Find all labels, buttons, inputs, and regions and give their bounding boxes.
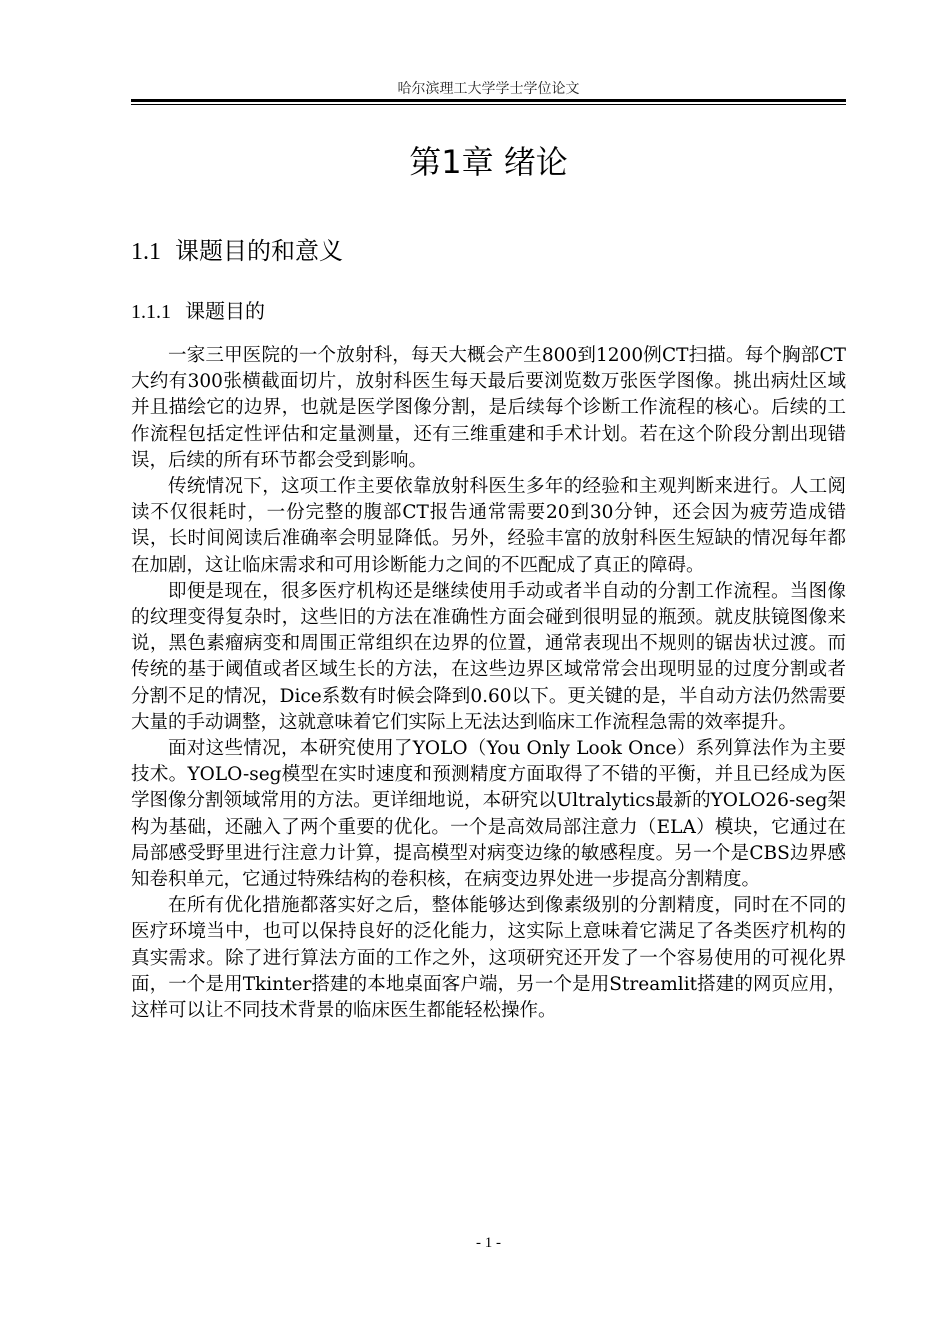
body-text <box>131 343 846 1024</box>
paragraph: 一家三甲医院的一个放射科，每天大概会产生800到1200例CT扫描。每个胸部CT大约有300张横截面切片，放射科医生每天最后要浏览数万张医学图像。挑出病灶区域并且描绘它的边界，也就是医学图像分割，是后续每个诊断工作流程的核心。后续的工作流程包括定性评估和定量测量，还有三维重建和手术计划。若在这个阶段分割出现错误，后续的所有环节都会受到影响。 <box>131 345 846 471</box>
subsection-number: 1.1.1 <box>131 301 171 323</box>
section-number: 1.1 <box>131 239 161 265</box>
section-title: 课题目的和意义 <box>175 237 343 265</box>
header-rule-thick <box>131 99 846 102</box>
page-number: - 1 - <box>476 1235 501 1251</box>
paragraph: 即便是现在，很多医疗机构还是继续使用手动或者半自动的分割工作流程。当图像的纹理变得复杂时，这些旧的方法在准确性方面会碰到很明显的瓶颈。就皮肤镜图像来说，黑色素瘤病变和周围正常组织在边界的位置，通常表现出不规则的锯齿状过渡。而传统的基于阈值或者区域生长的方法，在这些边界区域常常会出现明显的过度分割或者分割不足的情况，Dice系数有时候会降到0.60以下。更关键的是，半自动方法仍然需要大量的手动调整，这就意味着它们实际上无法达到临床工作流程急需的效率提升。 <box>131 580 846 733</box>
header-rule-thin <box>131 104 846 105</box>
subsection-title: 课题目的 <box>185 299 265 323</box>
chapter-title: 第1章 绪论 <box>409 143 568 181</box>
paragraph: 面对这些情况，本研究使用了YOLO（You Only Look Once）系列算法作为主要技术。YOLO-seg模型在实时速度和预测精度方面取得了不错的平衡，并且已经成为医学图像分割领域常用的方法。更详细地说，本研究以Ultralytics最新的YOLO26-seg架构为基础，还融入了两个重要的优化。一个是高效局部注意力（ELA）模块，它通过在局部感受野里进行注意力计算，提高模型对病变边缘的敏感程度。另一个是CBS边界感知卷积单元，它通过特殊结构的卷积核，在病变边界处进一步提高分割精度。 <box>131 738 846 891</box>
running-header: 哈尔滨理工大学学士学位论文 <box>397 81 580 97</box>
section-heading <box>131 234 343 269</box>
subsection-heading <box>131 296 265 327</box>
paragraph: 在所有优化措施都落实好之后，整体能够达到像素级别的分割精度，同时在不同的医疗环境当中，也可以保持良好的泛化能力，这实际上意味着它满足了各类医疗机构的真实需求。除了进行算法方面的工作之外，这项研究还开发了一个容易使用的可视化界面，一个是用Tkinter搭建的本地桌面客户端，另一个是用Streamlit搭建的网页应用，这样可以让不同技术背景的临床医生都能轻松操作。 <box>131 895 846 1022</box>
paragraph: 传统情况下，这项工作主要依靠放射科医生多年的经验和主观判断来进行。人工阅读不仅很耗时，一份完整的腹部CT报告通常需要20到30分钟，还会因为疲劳造成错误，长时间阅读后准确率会明显降低。另外，经验丰富的放射科医生短缺的情况每年都在加剧，这让临床需求和可用诊断能力之间的不匹配成了真正的障碍。 <box>131 476 846 576</box>
